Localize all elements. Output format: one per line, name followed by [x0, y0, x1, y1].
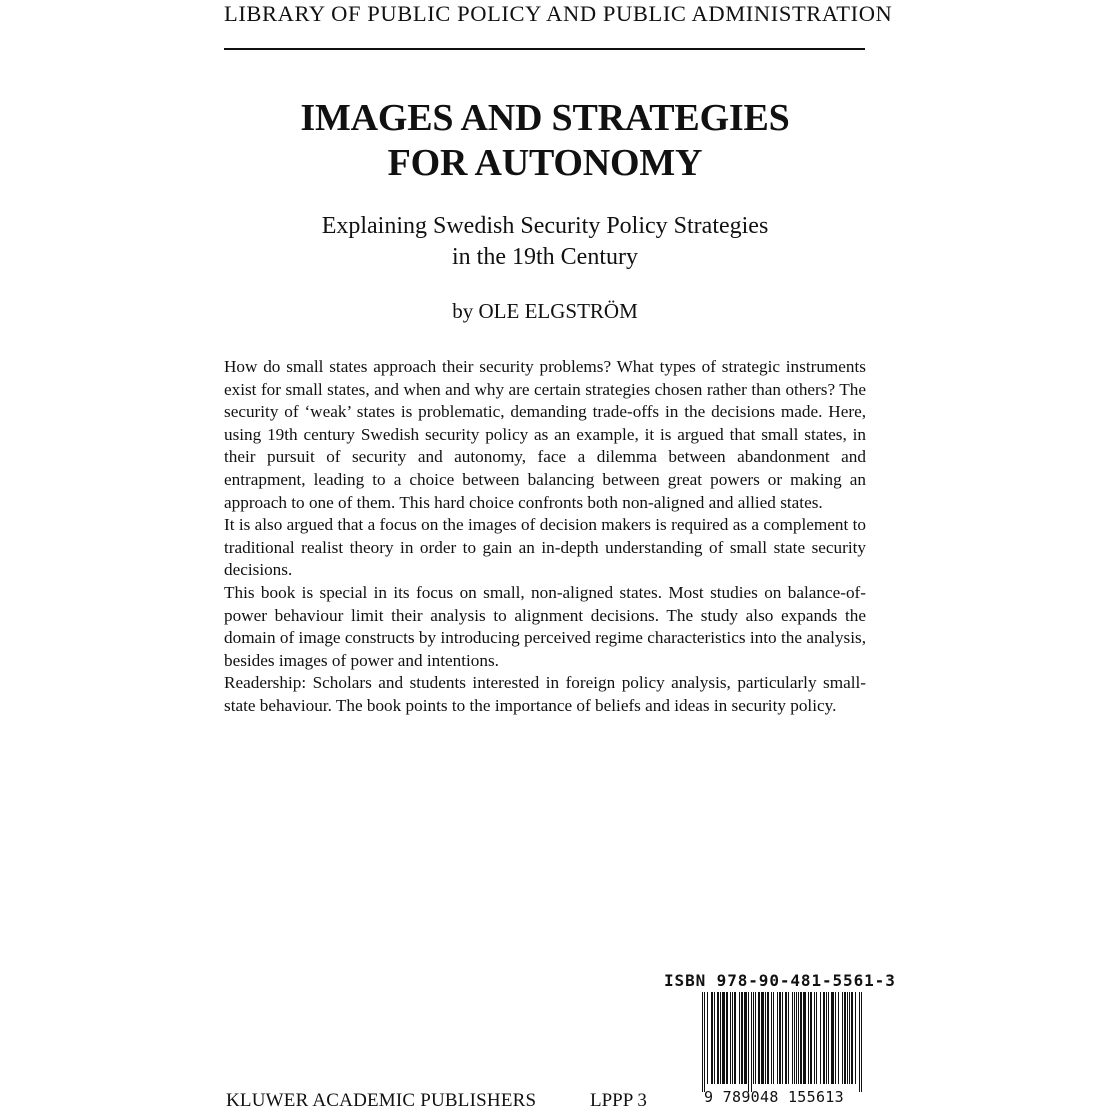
barcode — [700, 992, 865, 1092]
barcode-bar — [794, 992, 795, 1084]
barcode-bar — [842, 992, 843, 1084]
barcode-bar — [753, 992, 754, 1084]
barcode-bar — [826, 992, 827, 1084]
barcode-bar — [771, 992, 772, 1084]
barcode-bar — [803, 992, 806, 1084]
book-subtitle-line-1: Explaining Swedish Security Policy Strategies — [321, 213, 769, 239]
barcode-bar — [732, 992, 733, 1084]
barcode-bar — [816, 992, 817, 1084]
barcode-bar — [730, 992, 731, 1084]
barcode-bar — [704, 992, 705, 1092]
barcode-bar — [739, 992, 740, 1084]
barcode-bar — [782, 992, 783, 1084]
barcode-bar — [847, 992, 848, 1084]
barcode-bar — [758, 992, 760, 1084]
series-title: LIBRARY OF PUBLIC POLICY AND PUBLIC ADMINISTRATION — [224, 1, 893, 26]
barcode-bar — [707, 992, 708, 1084]
barcode-bar — [792, 992, 793, 1084]
blurb-paragraph-2: It is also argued that a focus on the images of decision makers is required as a complement to traditional realist theory in order to gain an in-depth understanding of small state security decisions. — [224, 515, 866, 580]
publisher-name: KLUWER ACADEMIC PUBLISHERS — [226, 1090, 537, 1111]
barcode-bar — [714, 992, 715, 1084]
book-subtitle — [200, 211, 890, 273]
barcode-bar — [796, 992, 797, 1084]
barcode-bar — [788, 992, 789, 1084]
barcode-bar — [761, 992, 764, 1084]
blurb-paragraph-1: How do small states approach their security problems? What types of strategic instruments exist for small states, and when and why are certain strategies chosen rather than others? The security of ‘weak’ states is problematic, demanding trade-offs in the decisions made. Here, using 19th century Swedish security policy as an example, it is argued that small states, in their pursuit of security and autonomy, face a dilemma between abandonment and entrapment, leading to a choice between balancing between great powers or making an approach to one of them. This hard choice confronts both non-aligned and allied states. — [224, 357, 866, 512]
barcode-bar — [798, 992, 799, 1084]
barcode-bar — [849, 992, 850, 1084]
barcode-bar — [777, 992, 778, 1084]
barcode-bar — [800, 992, 802, 1084]
barcode-bar — [779, 992, 781, 1084]
barcode-bar — [726, 992, 728, 1084]
barcode-bar — [820, 992, 821, 1084]
blurb — [224, 356, 866, 718]
barcode-bar — [851, 992, 853, 1084]
barcode-digits: 9 789048 155613 — [704, 1088, 844, 1106]
barcode-bar — [861, 992, 862, 1092]
book-title — [200, 96, 890, 186]
barcode-bar — [744, 992, 747, 1084]
barcode-bars — [700, 992, 865, 1092]
barcode-bar — [767, 992, 769, 1084]
barcode-bar — [810, 992, 812, 1084]
barcode-bar — [773, 992, 774, 1084]
barcode-bar — [838, 992, 839, 1084]
barcode-bar — [722, 992, 725, 1084]
barcode-bar — [734, 992, 736, 1084]
barcode-bar — [831, 992, 834, 1084]
barcode-bar — [741, 992, 743, 1084]
barcode-bar — [720, 992, 721, 1084]
barcode-bar — [814, 992, 815, 1084]
barcode-bar — [717, 992, 719, 1084]
barcode-bar — [855, 992, 856, 1084]
blurb-paragraph-4: Readership: Scholars and students interested in foreign policy analysis, particularly small-state behaviour. The book points to the importance of beliefs and ideas in security policy. — [224, 673, 866, 715]
blurb-paragraph-3: This book is special in its focus on small, non-aligned states. Most studies on balance-of-power behaviour limit their analysis to alignment decisions. The study also expands the domain of image constructs by introducing perceived regime characteristics into the analysis, besides images of power and intentions. — [224, 582, 866, 670]
series-code: LPPP 3 — [590, 1090, 647, 1111]
book-title-line-1: IMAGES AND STRATEGIES — [300, 97, 790, 139]
barcode-bar — [828, 992, 829, 1084]
author-byline: by OLE ELGSTRÖM — [452, 299, 638, 323]
barcode-bar — [755, 992, 756, 1084]
header-rule — [224, 48, 865, 50]
barcode-bar — [844, 992, 846, 1084]
barcode-bar — [748, 992, 749, 1092]
barcode-bar — [711, 992, 713, 1084]
barcode-bar — [765, 992, 766, 1084]
barcode-bar — [751, 992, 752, 1092]
barcode-bar — [785, 992, 787, 1084]
barcode-bar — [835, 992, 836, 1084]
barcode-bar — [859, 992, 860, 1092]
barcode-bar — [808, 992, 809, 1084]
book-title-line-2: FOR AUTONOMY — [387, 142, 703, 184]
barcode-bar — [702, 992, 703, 1092]
isbn-label: ISBN 978-90-481-5561-3 — [664, 971, 896, 990]
barcode-bar — [823, 992, 825, 1084]
book-subtitle-line-2: in the 19th Century — [452, 244, 638, 270]
